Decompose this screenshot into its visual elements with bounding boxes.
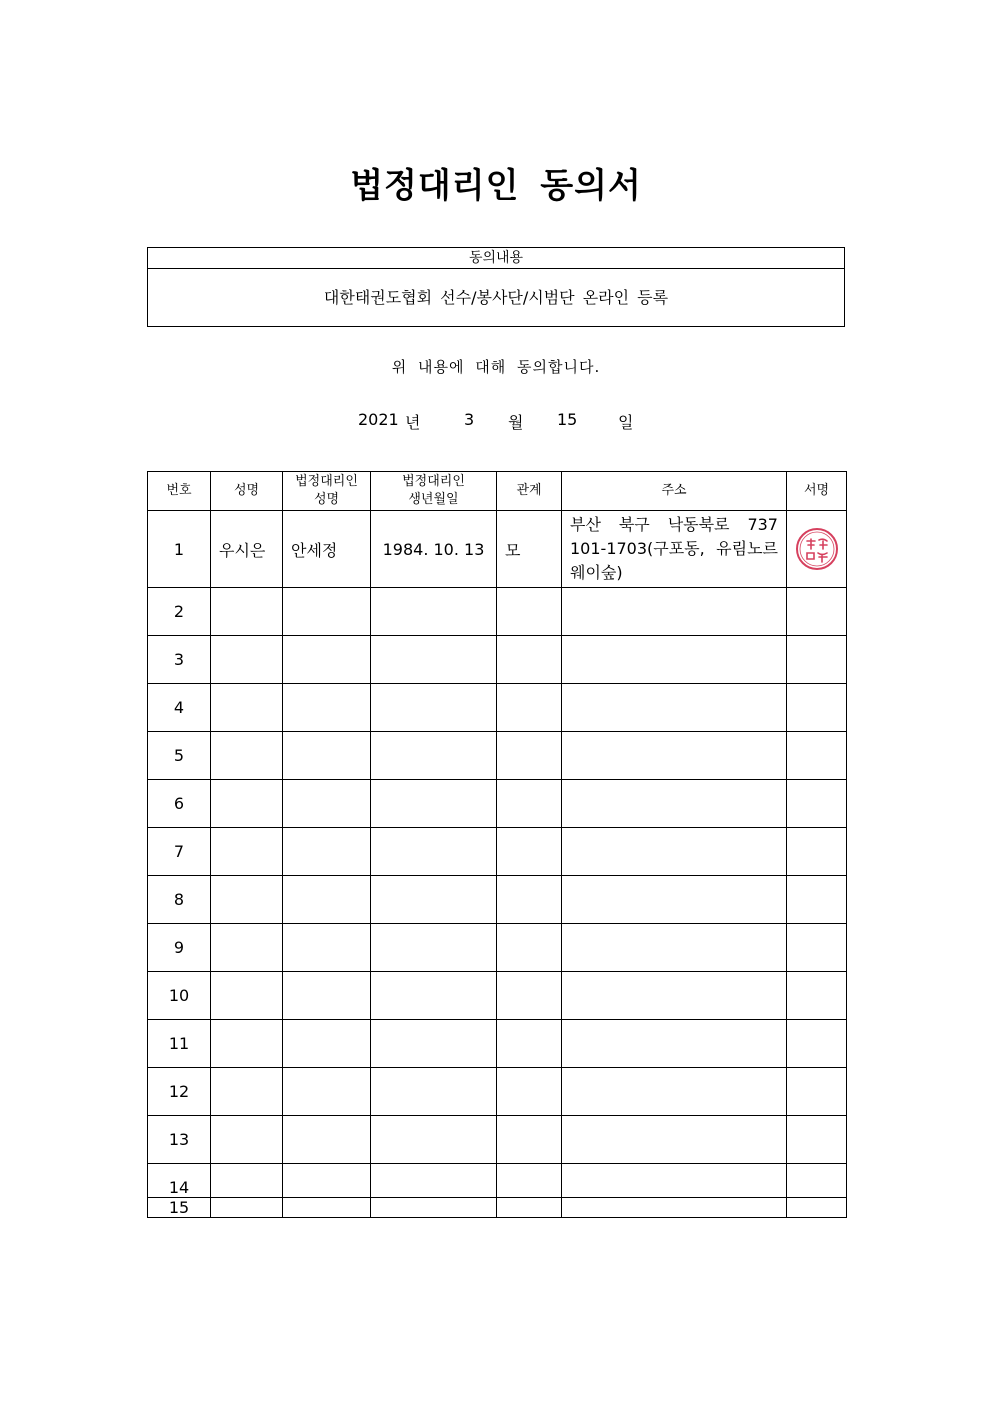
cell-number: 14 xyxy=(148,1164,211,1198)
header-guardian-birth: 법정대리인 생년월일 xyxy=(371,472,497,511)
consent-header: 동의내용 xyxy=(148,248,844,269)
date-month: 3 xyxy=(464,410,475,429)
agreement-text: 위 내용에 대해 동의합니다. xyxy=(391,358,601,376)
table-row xyxy=(148,1198,847,1218)
cell-number: 8 xyxy=(148,876,211,924)
cell-number: 9 xyxy=(148,924,211,972)
table-row xyxy=(148,828,847,876)
consent-box xyxy=(147,247,845,327)
cell-number: 7 xyxy=(148,828,211,876)
cell-relation: 모 xyxy=(497,511,562,588)
cell-number: 4 xyxy=(148,684,211,732)
header-relation: 관계 xyxy=(497,472,562,511)
document-title: 법정대리인 동의서 xyxy=(350,166,642,206)
header-address: 주소 xyxy=(562,472,787,511)
header-guardian-name: 법정대리인 성명 xyxy=(283,472,371,511)
header-name: 성명 xyxy=(211,472,283,511)
date-day-unit: 일 xyxy=(618,413,634,432)
cell-guardian-birth: 1984. 10. 13 xyxy=(371,511,497,588)
table-row xyxy=(148,1116,847,1164)
table-row xyxy=(148,1068,847,1116)
cell-number: 10 xyxy=(148,972,211,1020)
header-number: 번호 xyxy=(148,472,211,511)
cell-address: 부산 북구 낙동북로 737 101-1703(구포동, 유림노르웨이숲) xyxy=(562,511,787,588)
date-day: 15 xyxy=(557,410,578,429)
table-row xyxy=(148,972,847,1020)
table-row xyxy=(148,924,847,972)
cell-guardian-name: 안세정 xyxy=(283,511,371,588)
date-year-unit: 년 xyxy=(405,413,421,432)
table-row xyxy=(148,780,847,828)
table-row xyxy=(148,636,847,684)
cell-number: 1 xyxy=(148,511,211,588)
cell-number: 3 xyxy=(148,636,211,684)
cell-number: 11 xyxy=(148,1020,211,1068)
table-row xyxy=(148,588,847,636)
table-row xyxy=(148,1164,847,1198)
registration-table xyxy=(147,471,847,1218)
cell-signature xyxy=(787,511,847,588)
cell-number: 2 xyxy=(148,588,211,636)
cell-number: 13 xyxy=(148,1116,211,1164)
table-row xyxy=(148,684,847,732)
table-row xyxy=(148,511,847,588)
table-row xyxy=(148,876,847,924)
table-header-row xyxy=(148,472,847,511)
table-row xyxy=(148,732,847,780)
consent-body: 대한태권도협회 선수/봉사단/시범단 온라인 등록 xyxy=(323,288,669,307)
cell-number: 12 xyxy=(148,1068,211,1116)
cell-name: 우시은 xyxy=(211,511,283,588)
seal-stamp-icon xyxy=(795,527,839,571)
date-month-unit: 월 xyxy=(508,413,524,432)
cell-number: 15 xyxy=(148,1198,211,1218)
cell-number: 6 xyxy=(148,780,211,828)
header-signature: 서명 xyxy=(787,472,847,511)
cell-number: 5 xyxy=(148,732,211,780)
date-year: 2021 xyxy=(358,410,399,429)
table-row xyxy=(148,1020,847,1068)
